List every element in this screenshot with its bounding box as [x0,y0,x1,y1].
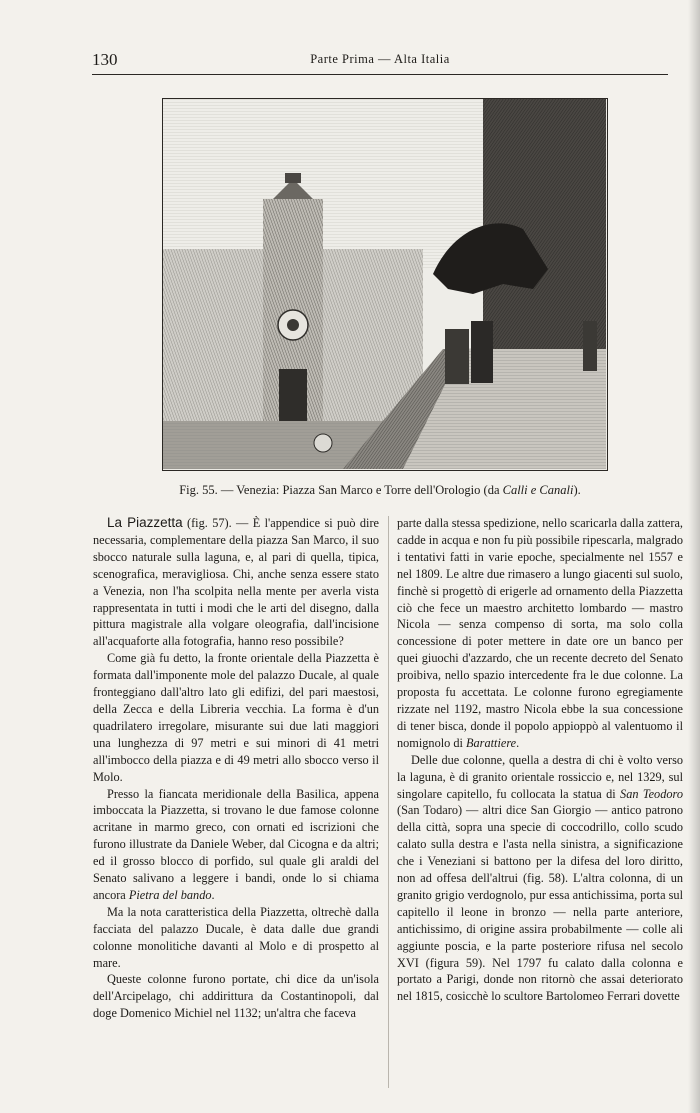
caption-text: Fig. 55. — Venezia: Piazza San Marco e Torre dell'Orologio (da [179,483,503,497]
figure-caption [92,483,668,498]
paragraph [93,786,379,904]
paragraph-text: Presso la fiancata meridionale della Basilica, appena imboccata la Piazzetta, si trovano le due famose colonne acritane in marmo greco, con ornati ed iscrizioni che furono illustrate da Daniele Weber, dal Cicogna e da altri; ed il grosso blocco di porfido, sul quale gli araldi del Senato salivano a leggere i bandi, onde lo si chiama ancora [93,786,379,902]
page-number: 130 [92,50,118,69]
paragraph [93,971,379,1022]
caption-end: ). [573,483,581,497]
page-edge-shadow [688,0,700,1113]
paragraph [93,650,379,785]
left-text-column [93,515,379,1022]
paragraph-end: (San Todaro) — altri dice San Giorgio — antico patrono della città, sopra una specie di coccodrillo, collo scudo calato sulla destra e l'asta nella sinistra, a significazione che i Veneziani si battono per la difesa del loro diritto, non ad offesa dell'altrui (fig. 58). L'altra colonna, di un granito grigio verdognolo, pur essa antichissima, porta sul capitello il leone in bronzo — nella parte anteriore, antichissimo, di origine assira probabilmente — colle ali aggiunte poscia, e la parte posteriore rifusa nel secolo XVI (figura 59). Nel 1797 fu calato dalla colonna e portato a Parigi, donde non ritornò che assai deteriorato nel 1815, cosicchè lo scultore Bartolomeo Ferrari dovette [397,803,683,1004]
page-header [92,50,668,72]
engraving-illustration [162,98,608,471]
paragraph [93,904,379,972]
paragraph [397,515,683,752]
paragraph-text: (fig. 57). — È l'appendice si può dire necessaria, complementare della piazza San Marco, il suo sbocco naturale sulla laguna, e, al pari di quella, tipica, scenografica, meravigliosa. Chi, anche senza essere stato a Venezia, non l'ha scolpita nella mente per averla vista rappresentata in tutti i modi che le arti del disegno, dalla pittura magistrale alla volgare oleografia, dall'incisione all'acquaforte alla fotografia, hanno reso possibile? [93,516,380,649]
header-rule [92,74,668,75]
italic-term: Barattiere [466,735,517,750]
section-lead: La Piazzetta [107,515,183,530]
paragraph-text: parte dalla stessa spedizione, nello scaricarla dalla zattera, cadde in acqua e non fu più possibile ripescarla, malgrado i tentativi fatti in varie epoche, specialmente nel 1557 e nel 1809. Le altre due rimasero a lungo giacenti sul suolo, finchè si progettò di erigerle ad ornamento della Piazzetta ciò che fece un maestro architetto lombardo — mastro Nicola — senza compenso di sorta, ma solo colla concessione di poter mettere in date ore un banco per quei giuochi d'azzardo, che un recente decreto del Senato proibiva, nello spazio intercedente fra le due colonne. La proposta fu accettata. Le colonne furono egregiamente rizzate nel 1192, mastro Nicola ebbe la sua concessione di tener bisca, donde il popolo appioppò al valentuomo il nomignolo di [397,516,683,750]
paragraph-text: Queste colonne furono portate, chi dice da un'isola dell'Arcipelago, chi addirittura da Costantinopoli, dal doge Domenico Michiel nel 1132; un'altra che faceva [93,972,379,1021]
paragraph-end: . [211,887,215,902]
right-text-column [397,515,683,1005]
running-head: Parte Prima — Alta Italia [310,52,450,66]
paragraph-text: Delle due colonne, quella a destra di chi è volto verso la laguna, è di granito orientale rossiccio e, nel 1329, sul singolare capitello, fu collocata la statua di [397,752,683,801]
paragraph-text: Ma la nota caratteristica della Piazzetta, oltrechè dalla facciata del palazzo Ducale, è data dalle due grandi colonne monolitiche davanti al Molo e di prospetto al mare. [93,904,379,970]
italic-term: San Teodoro [620,786,683,801]
italic-term: Pietra del bando [128,887,212,902]
paragraph-end: . [516,735,520,750]
paragraph [93,515,379,650]
column-divider [388,516,389,1088]
caption-source: Calli e Canali [502,483,574,497]
paragraph [397,752,683,1006]
paragraph-text: Come già fu detto, la fronte orientale della Piazzetta è formata dall'imponente mole del palazzo Ducale, al quale fronteggiano dall'altro lato gli edifizi, del pari maestosi, della Zecca e della Libreria vecchia. La forma è d'un quadrilatero irregolare, misurante sui due lati maggiori una lunghezza di 97 metri e sui minori di 41 metri all'imbocco della piazza e di 49 metri allo sbocco verso il Molo. [93,651,379,784]
